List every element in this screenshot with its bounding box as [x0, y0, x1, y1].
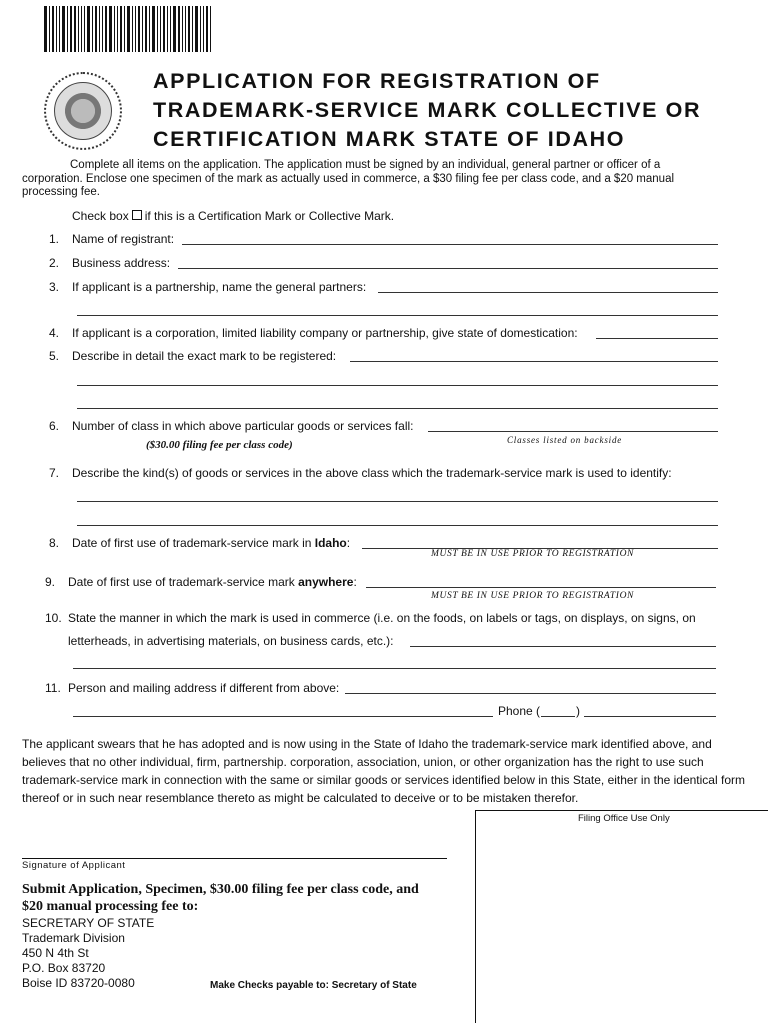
- barcode-bar: [67, 6, 68, 52]
- barcode-bar: [95, 6, 97, 52]
- partners-field-line2[interactable]: [77, 314, 718, 316]
- barcode-bar: [74, 6, 76, 52]
- barcode-bar: [160, 6, 161, 52]
- barcode-bar: [167, 6, 168, 52]
- barcode-bar: [188, 6, 190, 52]
- business-address-field[interactable]: [178, 267, 718, 269]
- signature-label: Signature of Applicant: [22, 860, 126, 871]
- barcode-bar: [195, 6, 198, 52]
- first-use-anywhere-field[interactable]: [366, 586, 716, 588]
- barcode-bar: [70, 6, 72, 52]
- item-name-of-registrant: 1. Name of registrant:: [49, 232, 175, 246]
- barcode-bar: [59, 6, 60, 52]
- submit-instructions: Submit Application, Specimen, $30.00 filing fee per class code, and $20 manual processing fee to:: [22, 882, 419, 914]
- barcode-bar: [81, 6, 82, 52]
- item-person-mailing-address: 11. Person and mailing address if different from above:: [45, 681, 340, 695]
- barcode-bar: [203, 6, 204, 52]
- barcode-bar: [206, 6, 208, 52]
- filing-office-label: Filing Office Use Only: [578, 813, 670, 824]
- barcode-bar: [109, 6, 112, 52]
- mailing-address-field[interactable]: [345, 692, 716, 694]
- item-first-use-anywhere: 9. Date of first use of trademark-service mark anywhere:: [45, 575, 357, 589]
- barcode-bar: [170, 6, 171, 52]
- barcode-bar: [135, 6, 136, 52]
- barcode-bar: [87, 6, 90, 52]
- phone-area-code-field[interactable]: [541, 715, 575, 717]
- barcode-bar: [182, 6, 183, 52]
- barcode-bar: [192, 6, 193, 52]
- item-state-of-domestication: 4. If applicant is a corporation, limited liability company or partnership, give state of domestication:: [49, 326, 578, 340]
- filing-office-box: [475, 810, 768, 1023]
- signature-line[interactable]: [22, 858, 447, 859]
- domestication-field[interactable]: [596, 337, 718, 339]
- barcode-bar: [157, 6, 158, 52]
- barcode-bar: [132, 6, 133, 52]
- barcode-bar: [185, 6, 186, 52]
- certification-checkbox[interactable]: [132, 210, 142, 220]
- goods-services-field[interactable]: [77, 500, 718, 502]
- item-partners: 3. If applicant is a partnership, name the general partners:: [49, 280, 367, 294]
- barcode-bar: [152, 6, 155, 52]
- barcode-bar: [92, 6, 93, 52]
- barcode-bar: [120, 6, 122, 52]
- form-title: APPLICATION FOR REGISTRATION OF TRADEMARK-SERVICE MARK COLLECTIVE OR CERTIFICATION MARK STATE OF IDAHO: [153, 69, 702, 151]
- classes-note: Classes listed on backside: [507, 435, 623, 445]
- registrant-name-field[interactable]: [182, 243, 718, 245]
- manner-of-use-field-line2[interactable]: [73, 667, 716, 669]
- mark-description-field-line3[interactable]: [77, 407, 718, 409]
- barcode-bar: [145, 6, 147, 52]
- item-mark-description: 5. Describe in detail the exact mark to be registered:: [49, 349, 337, 363]
- fee-note: ($30.00 filing fee per class code): [146, 439, 293, 451]
- barcode-bar: [117, 6, 118, 52]
- class-number-field[interactable]: [428, 430, 718, 432]
- partners-field[interactable]: [378, 291, 718, 293]
- certification-checkbox-row: Check box if this is a Certification Mark or Collective Mark.: [72, 209, 395, 223]
- barcode-bar: [138, 6, 140, 52]
- item-manner-of-use: 10. State the manner in which the mark is used in commerce (i.e. on the foods, on labels or tags, on displays, on signs, on: [45, 611, 696, 625]
- barcode-bar: [78, 6, 79, 52]
- barcode-bar: [124, 6, 125, 52]
- goods-services-field-line2[interactable]: [77, 524, 718, 526]
- phone-number-field[interactable]: [584, 715, 716, 717]
- item-goods-services: 7. Describe the kind(s) of goods or services in the above class which the trademark-service mark is used to identify:: [49, 466, 672, 480]
- intro-text: Complete all items on the application. The application must be signed by an individual, general partner or officer of a corporation. Enclose one specimen of the mark as actually used in commerce, a $30 filing fee per class code, and a $20 manual processing fee.: [22, 159, 675, 198]
- item-manner-of-use-cont: letterheads, in advertising materials, on business cards, etc.):: [68, 634, 394, 648]
- barcode-bar: [173, 6, 176, 52]
- mailing-address-field-line2[interactable]: [73, 715, 493, 717]
- barcode-bar: [178, 6, 180, 52]
- barcode: [44, 6, 242, 52]
- barcode-bar: [114, 6, 115, 52]
- manner-of-use-field[interactable]: [410, 645, 716, 647]
- first-use-idaho-note: MUST BE IN USE PRIOR TO REGISTRATION: [431, 549, 634, 559]
- barcode-bar: [62, 6, 65, 52]
- phone-label: Phone ( ): [498, 704, 581, 718]
- barcode-bar: [127, 6, 130, 52]
- barcode-bar: [142, 6, 143, 52]
- applicant-oath: The applicant swears that he has adopted and is now using in the State of Idaho the trademark-service mark identified above, and believes that no other individual, firm, partnership. corporation, association, union, or other organization has the right to use such trademark-service mark in connection with the same or similar goods or services identified below in this State, either in the identical form thereof or in such near resemblance thereto as might be calculated to deceive or to be mistaken therefor.: [22, 737, 745, 805]
- barcode-bar: [105, 6, 107, 52]
- barcode-bar: [210, 6, 211, 52]
- barcode-bar: [49, 6, 50, 52]
- barcode-bar: [163, 6, 165, 52]
- barcode-bar: [56, 6, 57, 52]
- checks-payable: Make Checks payable to: Secretary of State: [210, 980, 417, 991]
- item-class-number: 6. Number of class in which above particular goods or services fall:: [49, 419, 414, 433]
- mark-description-field[interactable]: [350, 360, 718, 362]
- barcode-bar: [200, 6, 201, 52]
- first-use-anywhere-note: MUST BE IN USE PRIOR TO REGISTRATION: [431, 591, 634, 601]
- state-seal: [44, 72, 122, 150]
- item-business-address: 2. Business address:: [49, 256, 171, 270]
- barcode-bar: [99, 6, 100, 52]
- barcode-bar: [149, 6, 150, 52]
- barcode-bar: [52, 6, 54, 52]
- item-first-use-idaho: 8. Date of first use of trademark-service mark in Idaho:: [49, 536, 351, 550]
- barcode-bar: [44, 6, 47, 52]
- barcode-bar: [102, 6, 103, 52]
- mark-description-field-line2[interactable]: [77, 384, 718, 386]
- barcode-bar: [84, 6, 85, 52]
- mailing-address-block: SECRETARY OF STATE Trademark Division 450 N 4th St P.O. Box 83720 Boise ID 83720-0080: [22, 916, 155, 990]
